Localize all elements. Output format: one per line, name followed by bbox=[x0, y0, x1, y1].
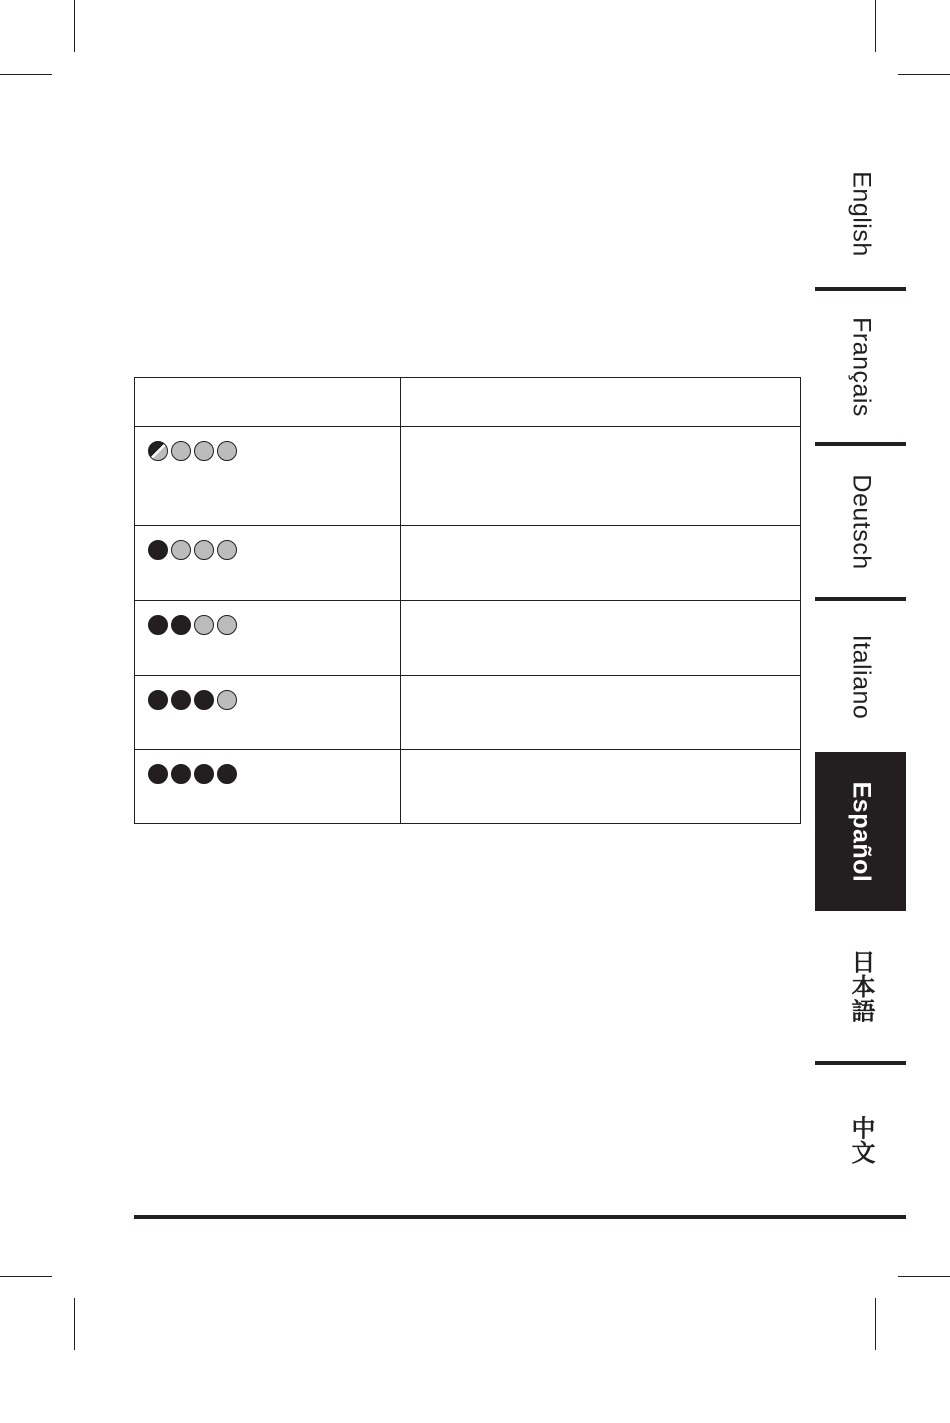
lang-tab-spanish[interactable] bbox=[815, 752, 906, 911]
crop-mark bbox=[0, 74, 52, 75]
table-row bbox=[135, 526, 800, 601]
battery-led-icon bbox=[148, 540, 168, 560]
description-cell bbox=[401, 750, 800, 823]
description-cell bbox=[401, 676, 800, 749]
led-cell bbox=[135, 676, 400, 749]
led-cell bbox=[135, 526, 400, 600]
crop-mark bbox=[0, 1276, 52, 1277]
footer-rule bbox=[134, 1215, 906, 1219]
battery-led-icon bbox=[148, 615, 168, 635]
lang-tab-label: 日本語 bbox=[847, 949, 874, 1023]
led-cell bbox=[135, 601, 400, 675]
crop-mark bbox=[74, 1298, 75, 1350]
battery-led-icon bbox=[217, 764, 237, 784]
header-cell-indicator bbox=[135, 378, 400, 426]
battery-led-icon bbox=[194, 540, 214, 560]
lang-tab-label: Italiano bbox=[847, 634, 875, 719]
crop-mark bbox=[898, 1276, 950, 1277]
crop-mark bbox=[875, 0, 876, 52]
lang-tab-label: Deutsch bbox=[847, 473, 875, 570]
lang-tab-label: 中文 bbox=[847, 1115, 874, 1165]
battery-led-icon bbox=[171, 615, 191, 635]
battery-led-icon bbox=[217, 540, 237, 560]
description-cell bbox=[401, 601, 800, 675]
lang-tab-label: Français bbox=[847, 316, 875, 417]
battery-led-icon bbox=[171, 764, 191, 784]
table-row bbox=[135, 601, 800, 676]
led-cell bbox=[135, 750, 400, 823]
table-row bbox=[135, 750, 800, 823]
battery-led-icon bbox=[194, 615, 214, 635]
battery-led-icon bbox=[171, 540, 191, 560]
lang-tab-chinese[interactable] bbox=[815, 1065, 906, 1215]
battery-led-icon bbox=[171, 441, 191, 461]
battery-led-group bbox=[148, 540, 237, 560]
crop-mark bbox=[875, 1298, 876, 1350]
battery-led-icon bbox=[194, 764, 214, 784]
battery-led-group bbox=[148, 441, 237, 461]
battery-led-icon bbox=[148, 690, 168, 710]
table-row bbox=[135, 676, 800, 750]
table-header-row bbox=[135, 378, 800, 427]
battery-led-icon bbox=[148, 441, 168, 461]
lang-tab-label: English bbox=[847, 171, 875, 257]
battery-led-group bbox=[148, 615, 237, 635]
battery-led-icon bbox=[194, 441, 214, 461]
lang-tab-english[interactable] bbox=[815, 140, 906, 288]
battery-led-group bbox=[148, 764, 237, 784]
led-cell bbox=[135, 427, 400, 525]
lang-tab-german[interactable] bbox=[815, 446, 906, 597]
battery-led-icon bbox=[148, 764, 168, 784]
lang-tab-japanese[interactable] bbox=[815, 911, 906, 1061]
description-cell bbox=[401, 526, 800, 600]
description-cell bbox=[401, 427, 800, 525]
column-divider bbox=[400, 378, 401, 823]
crop-mark bbox=[74, 0, 75, 52]
battery-led-icon bbox=[194, 690, 214, 710]
battery-led-icon bbox=[217, 615, 237, 635]
lang-tab-french[interactable] bbox=[815, 291, 906, 442]
table-row bbox=[135, 427, 800, 526]
battery-led-icon bbox=[171, 690, 191, 710]
header-cell-status bbox=[401, 378, 800, 426]
lang-tab-label: Español bbox=[847, 781, 875, 882]
battery-led-icon bbox=[217, 441, 237, 461]
lang-tab-italian[interactable] bbox=[815, 601, 906, 752]
battery-led-icon bbox=[217, 690, 237, 710]
crop-mark bbox=[898, 74, 950, 75]
led-status-table bbox=[134, 377, 801, 824]
battery-led-group bbox=[148, 690, 237, 710]
